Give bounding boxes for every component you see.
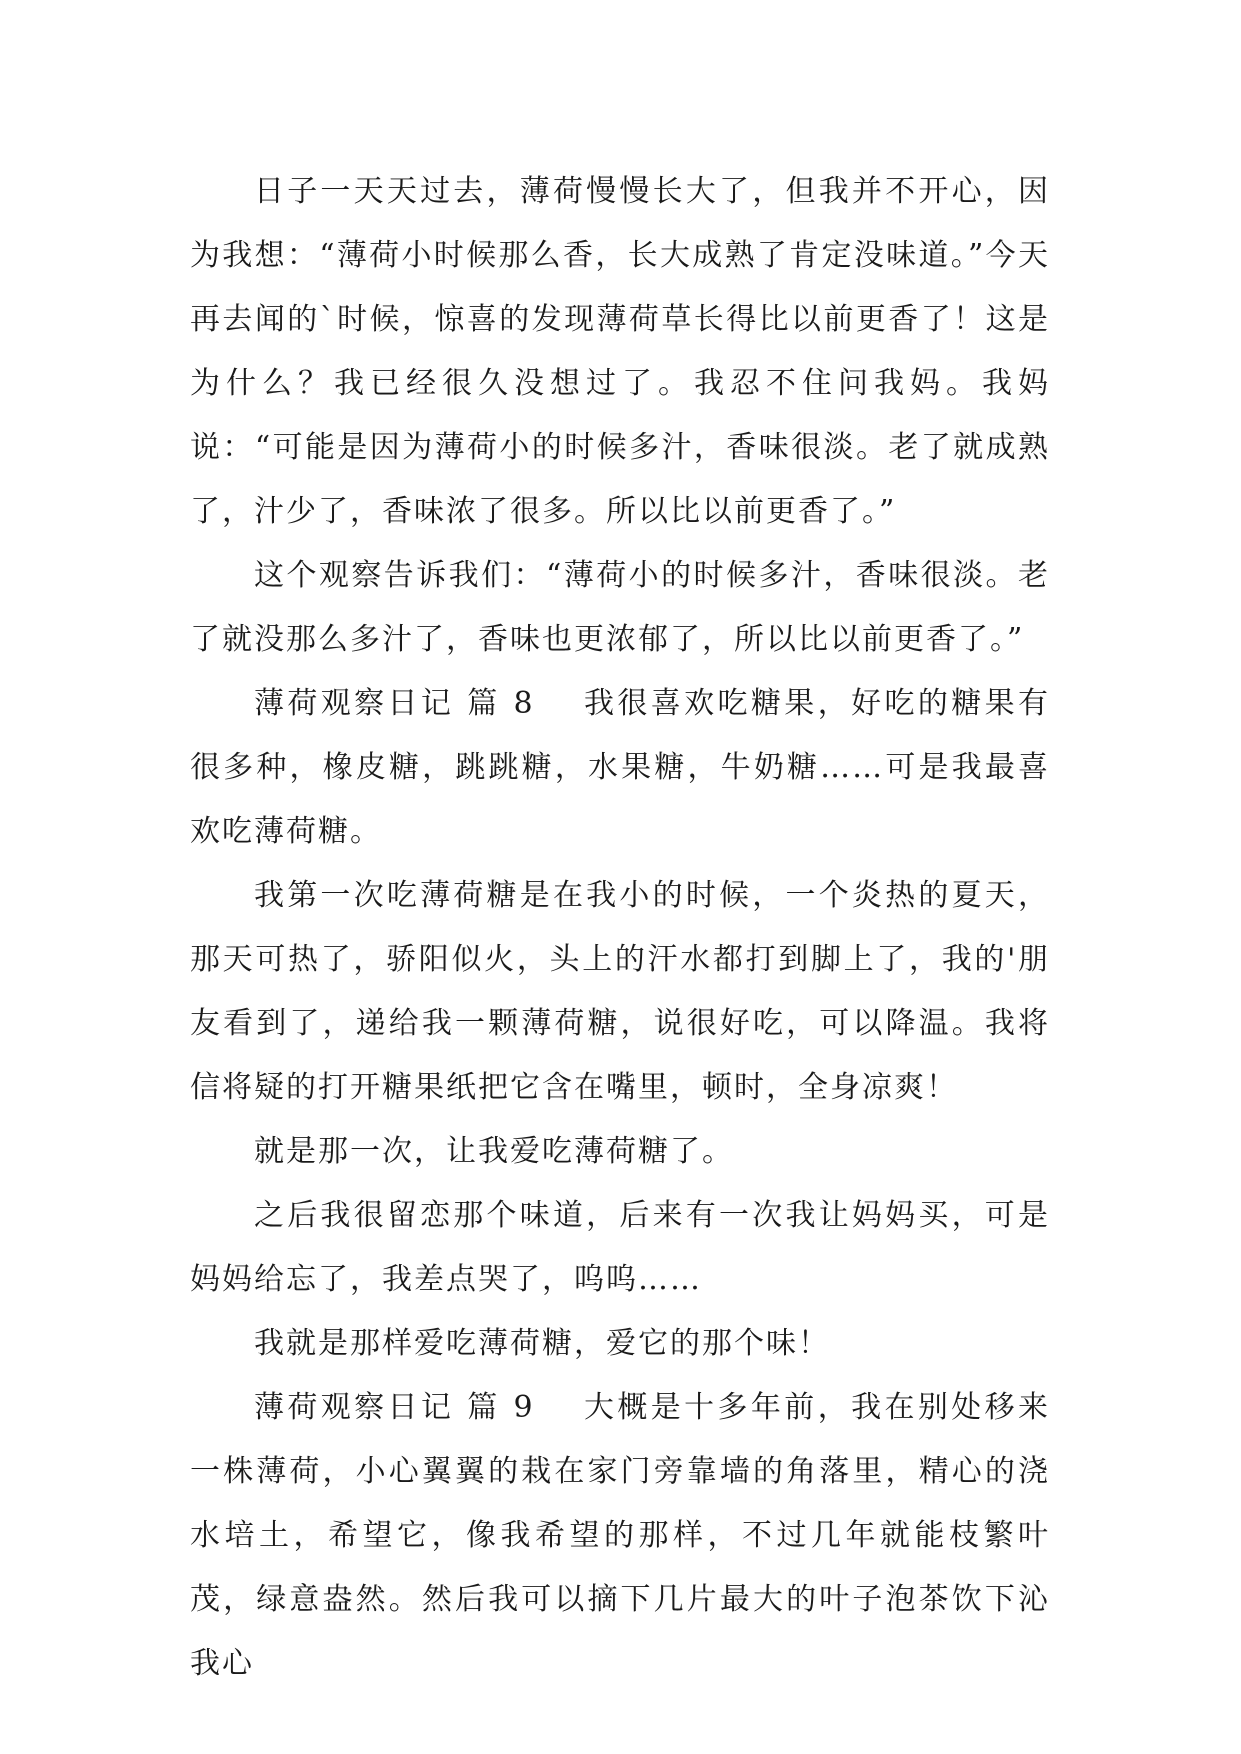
paragraph-2: 这个观察告诉我们：“薄荷小的时候多汁，香味很淡。老了就没那么多汁了，香味也更浓郁了，所以比以前更香了。”: [190, 558, 1050, 657]
section-8-text: 我很喜欢吃糖果，好吃的糖果有很多种，橡皮糖，跳跳糖，水果糖，牛奶糖……可是我最喜欢吃薄荷糖。: [190, 686, 1050, 849]
paragraph-1: 日子一天天过去，薄荷慢慢长大了，但我并不开心，因为我想：“薄荷小时候那么香，长大成熟了肯定没味道。”今天再去闻的`时候，惊喜的发现薄荷草长得比以前更香了！这是为什么？我已经很久没想过了。我忍不住问我妈。我妈说：“可能是因为薄荷小的时候多汁，香味很淡。老了就成熟了，汁少了，香味浓了很多。所以比以前更香了。”: [190, 174, 1050, 529]
section-8-heading: 薄荷观察日记 篇 8: [254, 686, 535, 721]
paragraph-6: 我就是那样爱吃薄荷糖，爱它的那个味！: [254, 1326, 830, 1361]
document-body: [190, 160, 1050, 1696]
section-9-heading: 薄荷观察日记 篇 9: [254, 1390, 535, 1425]
paragraph-5: 之后我很留恋那个味道，后来有一次我让妈妈买，可是妈妈给忘了，我差点哭了，呜呜……: [190, 1198, 1050, 1297]
section-8-paragraph: [190, 672, 1050, 864]
section-9-text: 大概是十多年前，我在别处移来一株薄荷，小心翼翼的栽在家门旁靠墙的角落里，精心的浇水培土，希望它，像我希望的那样，不过几年就能枝繁叶茂，绿意盎然。然后我可以摘下几片最大的叶子泡茶饮下沁我心: [190, 1390, 1050, 1681]
paragraph-3: 我第一次吃薄荷糖是在我小的时候，一个炎热的夏天，那天可热了，骄阳似火，头上的汗水都打到脚上了，我的'朋友看到了，递给我一颗薄荷糖，说很好吃，可以降温。我将信将疑的打开糖果纸把它含在嘴里，顿时，全身凉爽！: [190, 878, 1050, 1105]
paragraph-4: 就是那一次，让我爱吃薄荷糖了。: [254, 1134, 734, 1169]
section-9-paragraph: [190, 1376, 1050, 1696]
